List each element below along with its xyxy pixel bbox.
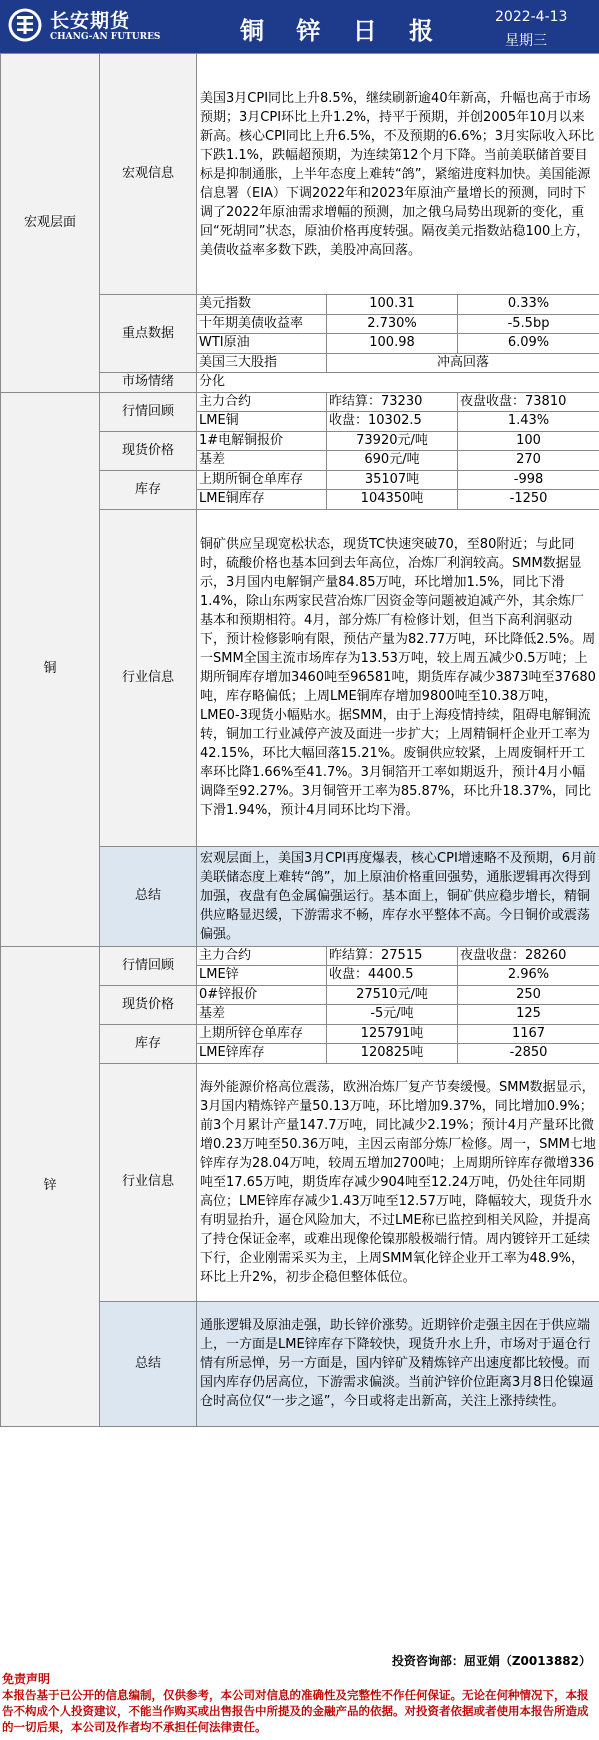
zinc-summary-label: 总结 — [100, 1301, 197, 1426]
copper-basis-value: 690元/吨 — [327, 451, 458, 471]
disclaimer-title: 免责声明 — [2, 1672, 51, 1686]
copper-spot-label: 现货价格 — [100, 431, 197, 470]
copper-spot-change: 100 — [458, 431, 599, 451]
zinc-lme-stock-value: 120825吨 — [327, 1044, 458, 1064]
macro-info-label: 宏观信息 — [100, 54, 197, 295]
zinc-lme-change: 2.96% — [458, 966, 599, 986]
copper-industry-text: 铜矿供应呈现宽松状态，现货TC快速突破70，至80附近；与此同时，硫酸价格也基本回到去年高位，冶炼厂利润较高。SMM数据显示，3月国内电解铜产量84.85万吨，环比增加1.5%，同比下滑1.4%，除山东两家民营冶炼厂因资金等问题被迫减产外，其余炼厂基本和预期相符。4月，部分炼厂有检修计划，但当下高利润驱动下，预计检修影响有限，预估产量为82.77万吨，环比降低2.5%。周一SMM全国主流市场库存为13.53万吨，较上周五减少0.5万吨；上期所铜库存增加3460吨至96581吨，期货库存减少3873吨至37680吨，库存略偏低；上周LME铜库存增加9800吨至10.38万吨，LME0-3现货小幅贴水。据SMM，由于上海疫情持续，阻碍电解铜流转，铜加工行业减停产波及面进一步扩大；上周精铜杆企业开工率为42.15%，环比大幅回落15.21%。废铜供应较紧，上周废铜杆开工率环比降1.66%至41.7%。3月铜箔开工率如期返升，预计4月小幅调降至92.27%。3月铜管开工率为85.87%，环比升18.37%，同比下滑1.94%，预计4月同环比均下滑。 — [197, 509, 599, 846]
brand-name-cn: 长安期货 — [50, 10, 131, 32]
copper-lme-close: 收盘：10302.5 — [327, 412, 458, 432]
zinc-industry-text: 海外能源价格高位震荡，欧洲冶炼厂复产节奏缓慢。SMM数据显示，3月国内精炼锌产量50.13万吨，环比增加9.37%，同比增加0.9%；前3个月累计产量147.7万吨，同比减少2.19%；预计4月产量环比微增0.23万吨至50.36万吨，主因云南部分炼厂检修。周一，SMM七地锌库存为28.04万吨，较周五增加2700吨；上周期所锌库存微增336吨至17.65万吨，期货库存减少904吨至12.24万吨，仍处往年同期高位；LME锌库存减少1.43万吨至12.57万吨，降幅较大，现货升水有明显抬升，逼仓风险加大，不过LME称已监控到相关风险，并提高了持仓保证金率，或难出现像伦镍那般极端行情。周内镀锌开工延续下行，企业刚需采买为主，上周SMM氧化锌企业开工率为48.9%，环比上升2%，初步企稳但整体低位。 — [197, 1063, 599, 1301]
key-data-value: 100.98 — [327, 334, 458, 354]
copper-basis-change: 270 — [458, 451, 599, 471]
stocks-name: 美国三大股指 — [197, 353, 327, 373]
zinc-main-contract: 主力合约 — [197, 946, 327, 966]
category-zinc: 锌 — [1, 946, 100, 1426]
brand-name-en: CHANG-AN FUTURES — [50, 32, 161, 42]
copper-shfe-stock-name: 上期所铜仓单库存 — [197, 470, 327, 490]
sentiment-value: 分化 — [197, 373, 599, 393]
zinc-lme-close: 收盘：4400.5 — [327, 966, 458, 986]
zinc-lme-name: LME锌 — [197, 966, 327, 986]
zinc-basis-value: -5元/吨 — [327, 1005, 458, 1025]
analyst-contact: 投资咨询部：屈亚娟（Z0013882） — [391, 1654, 591, 1668]
copper-spot-value: 73920元/吨 — [327, 431, 458, 451]
zinc-night-close: 夜盘收盘：28260 — [458, 946, 599, 966]
zinc-shfe-stock-name: 上期所锌仓单库存 — [197, 1024, 327, 1044]
report-header — [0, 0, 599, 53]
copper-summary-text: 宏观层面上，美国3月CPI再度爆表，核心CPI增速略不及预期，6月前美联储态度上难转“鸽”，加上原油价格重回强势，通胀逻辑再次得到加强，夜盘有色金属偏强运行。基本面上，铜矿供应稳步增长，精铜供应略显迟缓，下游需求不畅，库存水平整体不高。今日铜价或震荡偏强。 — [197, 846, 599, 946]
macro-info-text: 美国3月CPI同比上升8.5%，继续刷新逾40年新高，升幅也高于市场预期；3月CPI环比上升1.2%，持平于预期，并创2005年10月以来新高。核心CPI同比上升6.5%，不及预期的6.6%；3月实际收入环比下跌1.1%，跌幅超预期，为连续第12个月下降。当前美联储首要目标是抑制通胀，上半年态度上难转“鸽”，紧缩进度料加快。美国能源信息署（EIA）下调2022年和2023年原油产量增长的预测，同时下调了2022年原油需求增幅的预测，加之俄乌局势出现新的变化，重回“死胡同”状态，原油价格再度转强。隔夜美元指数站稳100上方，美债收益率多数下跌，美股冲高回落。 — [197, 54, 599, 295]
zinc-summary-text: 通胀逻辑及原油走强，助长锌价涨势。近期锌价走强主因在于供应端上，一方面是LME锌库存下降较快，现货升水上升，市场对于逼仓行情有所忌惮，另一方面是，国内锌矿及精炼锌产出速度都比较慢。而国内库存仍居高位，下游需求偏淡。当前沪锌价位距离3月8日伦镍逼仓时高位仅“一步之遥”，今日或将走出新高，关注上涨持续性。 — [197, 1301, 599, 1426]
zinc-lme-stock-change: -2850 — [458, 1044, 599, 1064]
zinc-market-label: 行情回顾 — [100, 946, 197, 985]
disclaimer-text: 本报告基于已公开的信息编制，仅供参考，本公司对信息的准确性及完整性不作任何保证。无论在何种情况下，本报告不构成个人投资建议，不能当作购买或出售报告中所提及的金融产品的依据。对投资者依据或者使用本报告所造成的一切后果，本公司及作者均不承担任何法律责任。 — [2, 1688, 589, 1734]
copper-market-label: 行情回顾 — [100, 392, 197, 431]
zinc-spot-value: 27510元/吨 — [327, 985, 458, 1005]
copper-shfe-stock-value: 35107吨 — [327, 470, 458, 490]
zinc-shfe-stock-change: 1167 — [458, 1024, 599, 1044]
zinc-shfe-stock-value: 125791吨 — [327, 1024, 458, 1044]
zinc-industry-label: 行业信息 — [100, 1063, 197, 1301]
report-date: 2022-4-13 — [495, 9, 568, 25]
category-macro: 宏观层面 — [1, 54, 100, 393]
copper-basis-name: 基差 — [197, 451, 327, 471]
macro-info-row — [1, 54, 599, 295]
copper-summary-label: 总结 — [100, 846, 197, 946]
copper-lme-stock-value: 104350吨 — [327, 490, 458, 510]
copper-spot-name: 1#电解铜报价 — [197, 431, 327, 451]
key-data-change: 0.33% — [458, 295, 599, 315]
report-weekday: 星期三 — [505, 33, 547, 49]
copper-main-contract: 主力合约 — [197, 392, 327, 412]
sentiment-label: 市场情绪 — [100, 373, 197, 393]
copper-shfe-stock-change: -998 — [458, 470, 599, 490]
zinc-spot-name: 0#锌报价 — [197, 985, 327, 1005]
copper-lme-stock-name: LME铜库存 — [197, 490, 327, 510]
zinc-main-row — [1, 946, 599, 966]
copper-prev-settle: 昨结算：73230 — [327, 392, 458, 412]
zinc-prev-settle: 昨结算：27515 — [327, 946, 458, 966]
key-data-change: -5.5bp — [458, 314, 599, 334]
key-data-change: 6.09% — [458, 334, 599, 354]
zinc-basis-name: 基差 — [197, 1005, 327, 1025]
zinc-stock-label: 库存 — [100, 1024, 197, 1063]
zinc-spot-label: 现货价格 — [100, 985, 197, 1024]
key-data-value: 2.730% — [327, 314, 458, 334]
report-title: 铜 锌 日 报 — [240, 17, 446, 45]
category-copper: 铜 — [1, 392, 100, 946]
copper-lme-stock-change: -1250 — [458, 490, 599, 510]
company-logo-icon — [7, 7, 43, 43]
zinc-spot-change: 250 — [458, 985, 599, 1005]
zinc-lme-stock-name: LME锌库存 — [197, 1044, 327, 1064]
copper-main-row — [1, 392, 599, 412]
stocks-value: 冲高回落 — [327, 353, 599, 373]
key-data-name: 美元指数 — [197, 295, 327, 315]
key-data-name: 十年期美债收益率 — [197, 314, 327, 334]
report-table — [0, 53, 599, 1427]
key-data-label: 重点数据 — [100, 295, 197, 373]
key-data-value: 100.31 — [327, 295, 458, 315]
copper-night-close: 夜盘收盘：73810 — [458, 392, 599, 412]
copper-lme-name: LME铜 — [197, 412, 327, 432]
key-data-name: WTI原油 — [197, 334, 327, 354]
zinc-basis-change: 125 — [458, 1005, 599, 1025]
copper-stock-label: 库存 — [100, 470, 197, 509]
copper-lme-change: 1.43% — [458, 412, 599, 432]
copper-industry-label: 行业信息 — [100, 509, 197, 846]
